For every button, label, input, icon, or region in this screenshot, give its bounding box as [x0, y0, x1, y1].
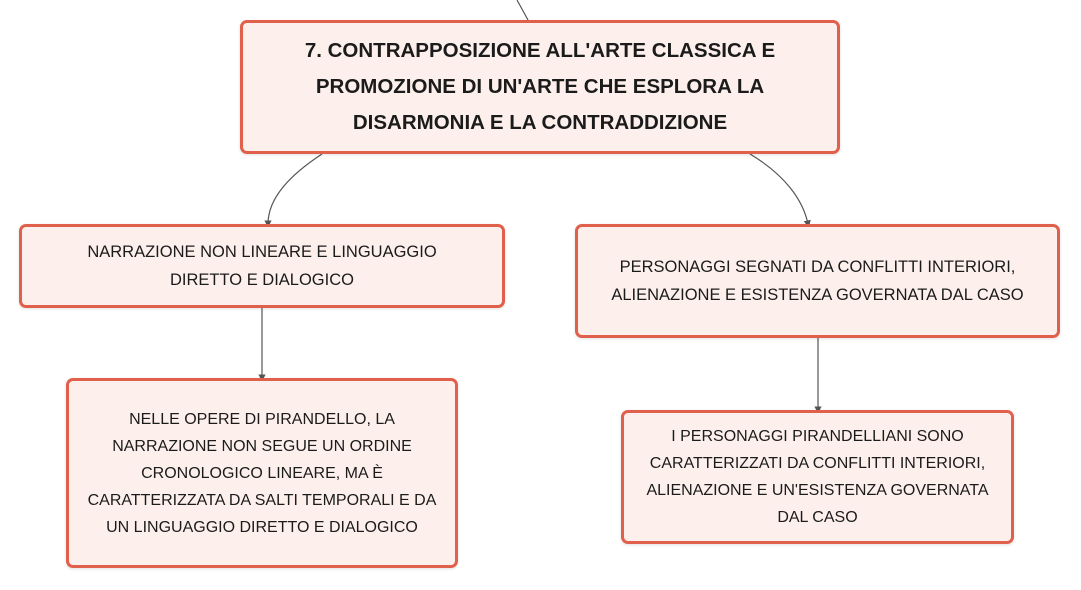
subtopic-node-personaggi[interactable] — [575, 224, 1060, 338]
connector-root-to-right-child — [750, 154, 808, 224]
detail-node-personaggi[interactable] — [621, 410, 1014, 544]
root-topic-label: 7. CONTRAPPOSIZIONE ALL'ARTE CLASSICA E PROMOZIONE DI UN'ARTE CHE ESPLORA LA DISARMONIA E LA CONTRADDIZIONE — [304, 39, 776, 134]
detail-label-personaggi: I PERSONAGGI PIRANDELLIANI SONO CARATTERIZZATI DA CONFLITTI INTERIORI, ALIENAZIONE E UN'ESISTENZA GOVERNATA DAL CASO — [646, 428, 989, 526]
root-topic-node[interactable] — [240, 20, 840, 154]
detail-node-narrazione[interactable] — [66, 378, 458, 568]
connector-root-to-left-child — [268, 154, 322, 224]
subtopic-label-narrazione: NARRAZIONE NON LINEARE E LINGUAGGIO DIRETTO E DIALOGICO — [87, 243, 437, 289]
incoming-connector — [517, 0, 528, 20]
subtopic-label-personaggi: PERSONAGGI SEGNATI DA CONFLITTI INTERIORI, ALIENAZIONE E ESISTENZA GOVERNATA DAL CASO — [611, 258, 1024, 304]
subtopic-node-narrazione[interactable] — [19, 224, 505, 308]
detail-label-narrazione: NELLE OPERE DI PIRANDELLO, LA NARRAZIONE NON SEGUE UN ORDINE CRONOLOGICO LINEARE, MA È CARATTERIZZATA DA SALTI TEMPORALI E DA UN LINGUAGGIO DIRETTO E DIALOGICO — [87, 410, 437, 536]
